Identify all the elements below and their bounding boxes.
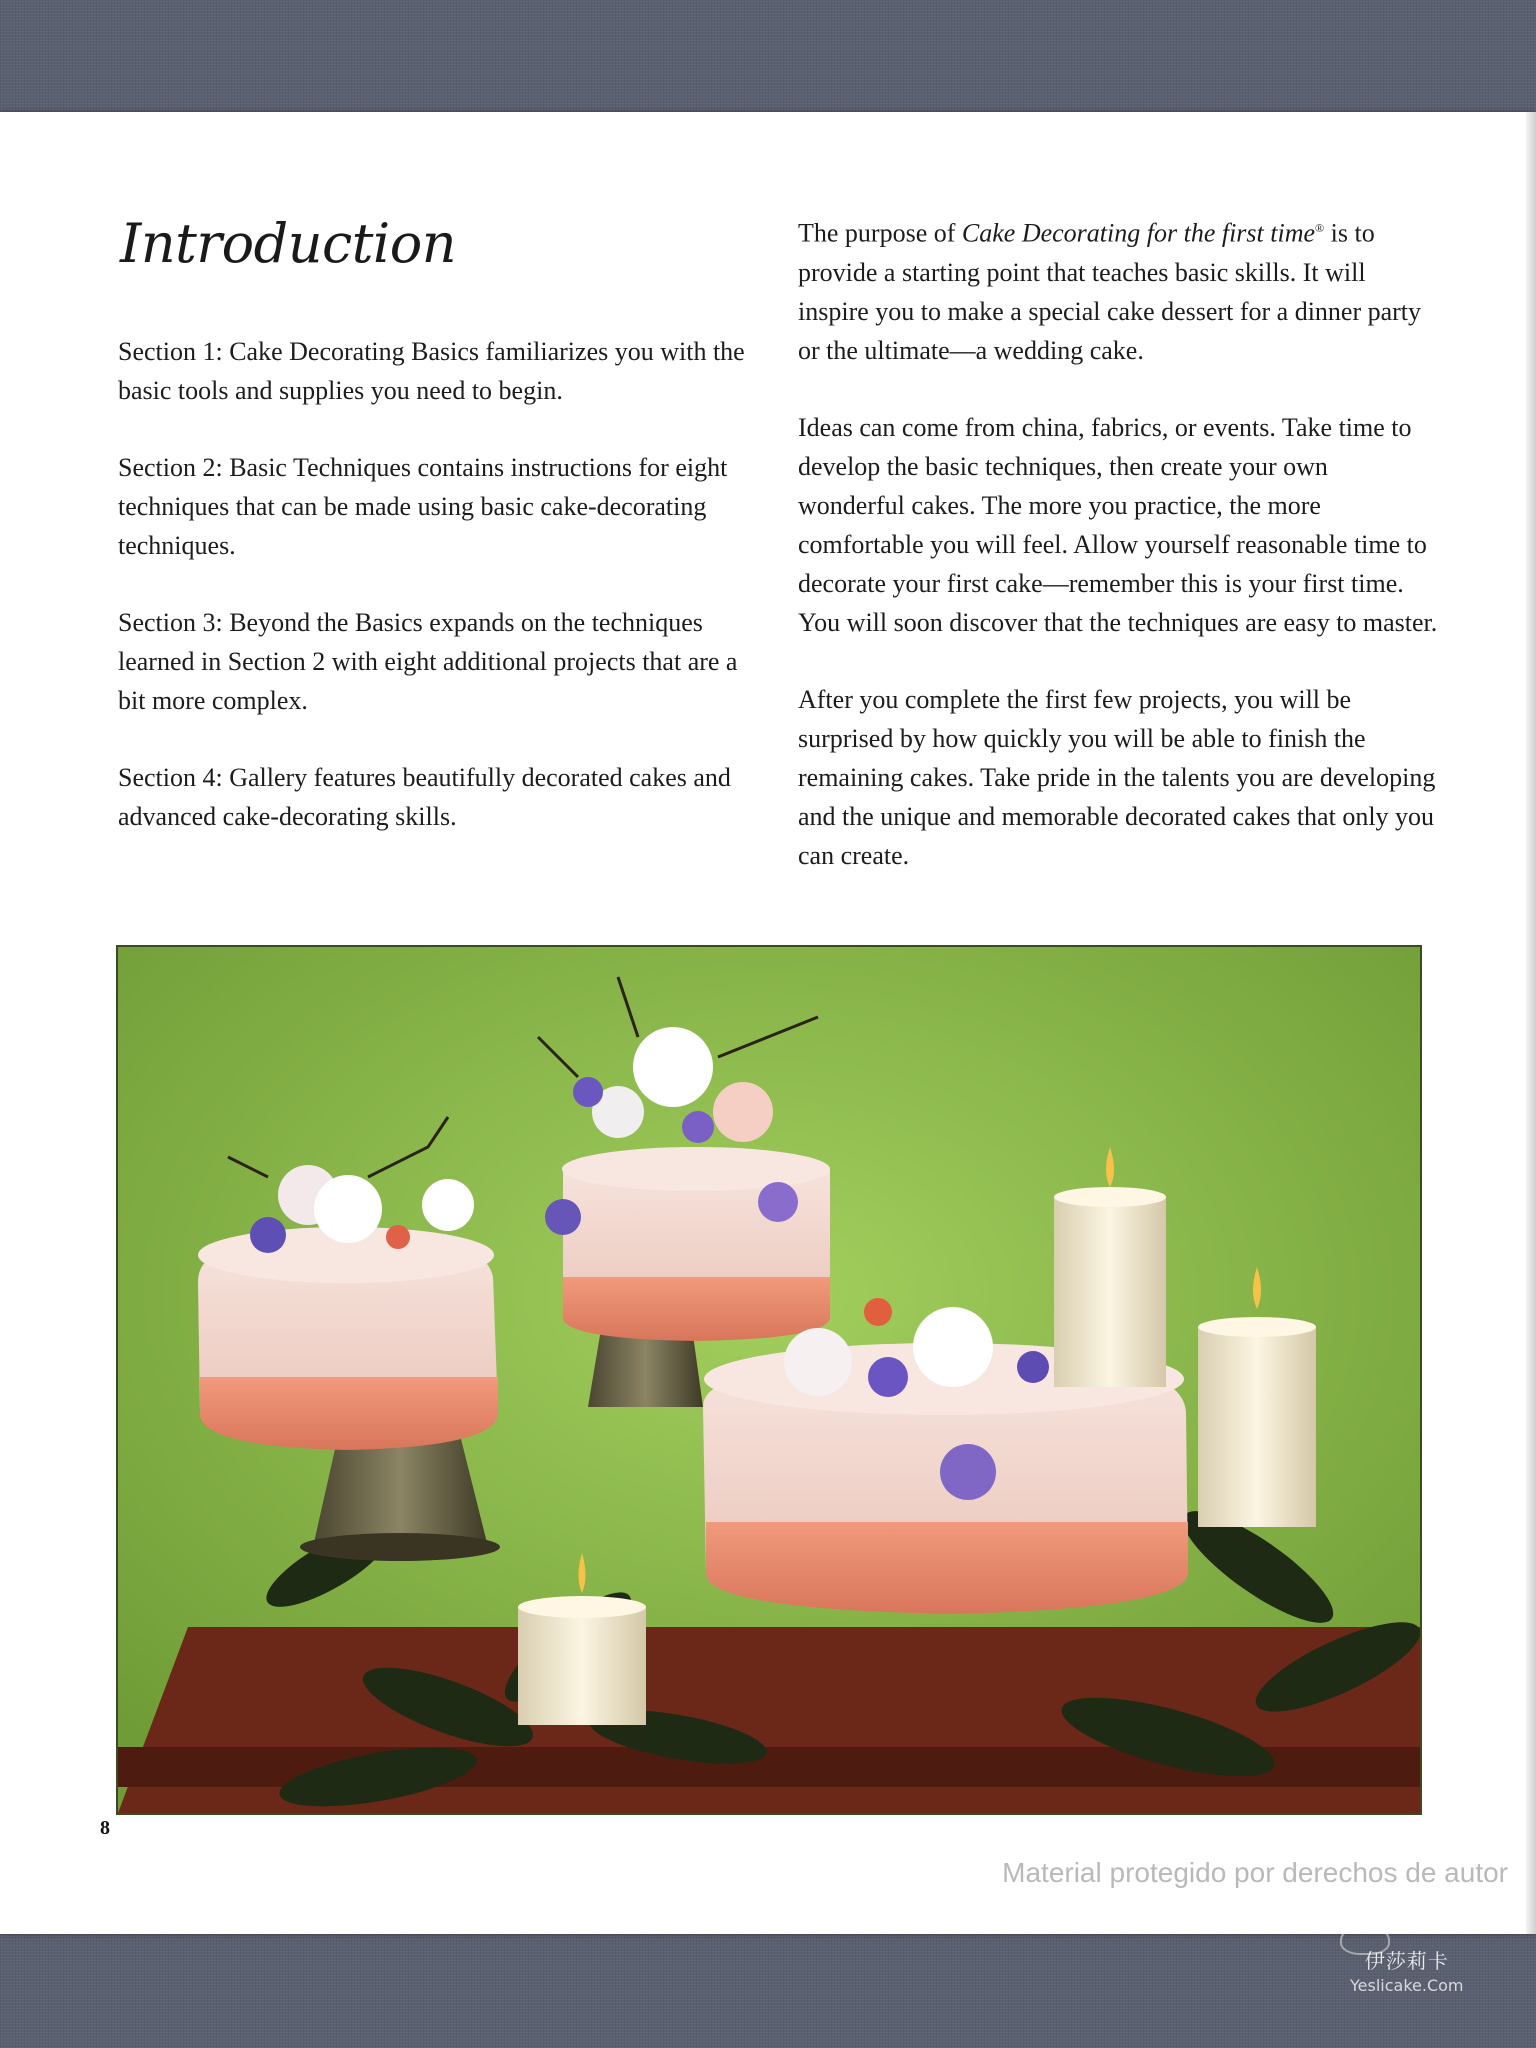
section-1-paragraph: Section 1: Cake Decorating Basics familiarizes you with the basic tools and supplies you need to begin. (118, 337, 745, 405)
section-2-paragraph: Section 2: Basic Techniques contains instructions for eight techniques that can be made using basic cake-decorating techniques. (118, 453, 728, 560)
cake-middle (562, 1147, 830, 1341)
cake-left (198, 1227, 498, 1450)
book-page (0, 112, 1536, 1934)
ideas-paragraph: Ideas can come from china, fabrics, or events. Take time to develop the basic techniques, then create your own wonderful cakes. The more you practice, the more comfortable you will feel. Allow yourself reasonable time to decorate your first cake—remember this is your first time. You will soon discover that the techniques are easy to master. (798, 412, 1438, 637)
right-column (798, 209, 1438, 913)
purpose-paragraph (798, 209, 1438, 370)
brand-watermark (1350, 1945, 1464, 1995)
registered-mark: ® (1315, 221, 1325, 235)
cakes-photo (116, 945, 1422, 1815)
copyright-watermark: Material protegido por derechos de autor (1002, 1857, 1508, 1888)
after-paragraph: After you complete the first few projects, you will be surprised by how quickly you will be able to finish the remaining cakes. Take pride in the talents you are developing and the unique and memorable decorated cakes that only you can create. (798, 684, 1436, 870)
brand-logo-icon (1340, 1925, 1390, 1955)
section-3-paragraph: Section 3: Beyond the Basics expands on the techniques learned in Section 2 with eight additional projects that are a bit more complex. (118, 608, 738, 715)
page-edge (1526, 112, 1536, 1934)
brand-name-en: Yeslicake.Com (1350, 1976, 1464, 1995)
page-number: 8 (100, 1817, 110, 1839)
section-4-paragraph: Section 4: Gallery features beautifully decorated cakes and advanced cake-decorating skills. (118, 763, 731, 831)
brand-name-cn: 伊莎莉卡 (1364, 1949, 1449, 1973)
left-column (118, 332, 758, 874)
purpose-text-start: The purpose of (798, 218, 962, 248)
book-title: Cake Decorating for the first time (961, 218, 1316, 248)
page-title: Introduction (120, 212, 456, 275)
purpose-text-end: is to provide a starting point that teaches basic skills. It will inspire you to make a special cake dessert for a dinner party or the ultimate—a wedding cake. (798, 218, 1422, 365)
